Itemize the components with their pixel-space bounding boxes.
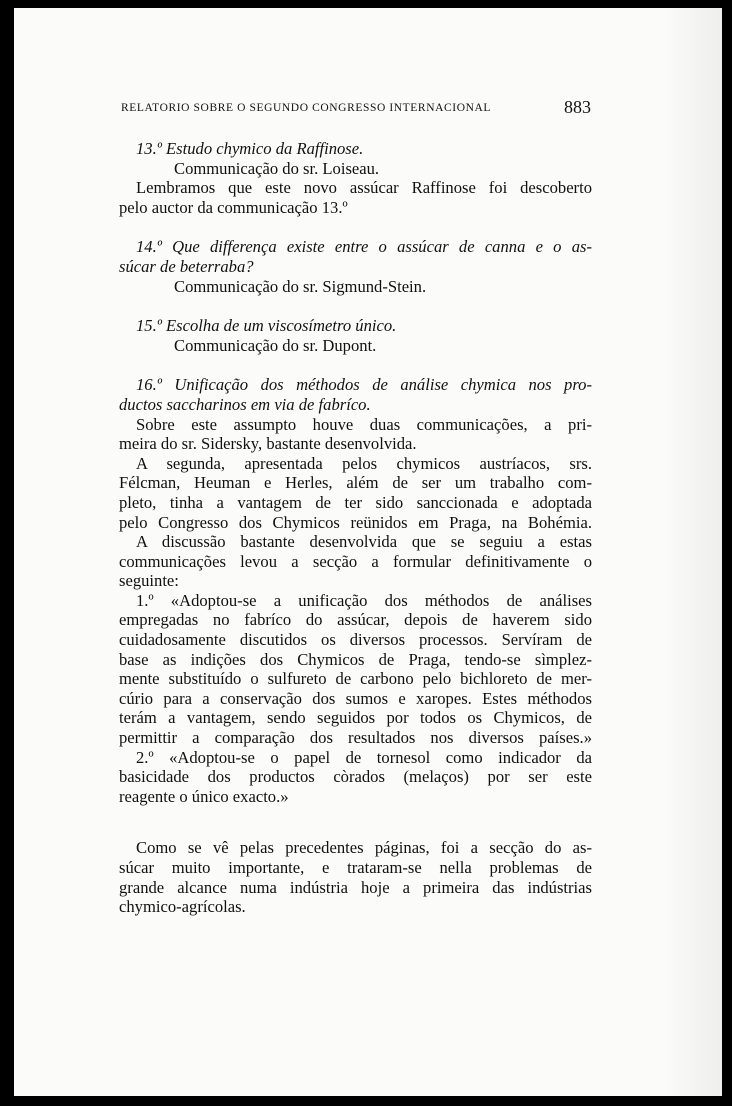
text-line: pelo auctor da communicação 13.º [119, 197, 348, 217]
text-line: súcar de beterraba? [119, 256, 254, 276]
text-line: Como se vê pelas precedentes páginas, foi a secção do as- [136, 838, 592, 858]
text-line: seguinte: [119, 571, 179, 591]
text-line: mente substituído o sulfureto de carbono pelo bichloreto de mer- [119, 669, 592, 689]
text-line: Communicação do sr. Dupont. [174, 335, 377, 355]
book-page [14, 8, 722, 1096]
text-line: 2.º «Adoptou-se o papel de tornesol como indicador da [136, 747, 592, 767]
text-line: cúrio para a conservação dos sumos e xaropes. Estes méthodos [119, 688, 592, 708]
text-line: 14.º Que differença existe entre o assúcar de canna e o as- [136, 237, 592, 257]
text-line: Communicação do sr. Loiseau. [174, 158, 380, 178]
text-line: cuidadosamente discutidos os diversos processos. Servíram de [119, 630, 592, 650]
text-line: grande alcance numa indústria hoje a primeira das indústrias [119, 877, 592, 897]
text-line: súcar muito importante, e trataram-se nella problemas de [119, 858, 592, 877]
text-line: Sobre este assumpto houve duas communicações, a pri- [136, 414, 592, 434]
text-line: empregadas no fabríco do assúcar, depois de haverem sido [119, 610, 592, 630]
text-line: A discussão bastante desenvolvida que se seguiu a estas [136, 532, 592, 552]
text-line: reagente o único exacto.» [119, 786, 289, 806]
text-line: Lembramos que este novo assúcar Raffinose foi descoberto [136, 178, 592, 198]
text-line: chymico-agrícolas. [119, 897, 246, 917]
running-title: RELATORIO SOBRE O SEGUNDO CONGRESSO INTERNACIONAL [121, 102, 492, 114]
text-line: meira do sr. Sidersky, bastante desenvolvida. [119, 434, 417, 454]
text-line: terám a vantagem, sendo seguidos por todos os Chymicos, de [119, 708, 592, 728]
text-line: communicações levou a secção a formular definitivamente o [119, 551, 592, 571]
text-line: 16.º Unificação dos méthodos de análise chymica nos pro- [136, 375, 592, 395]
text-line: Communicação do sr. Sigmund-Stein. [174, 276, 427, 296]
text-line: permittir a comparação dos resultados nos diversos países.» [119, 728, 592, 748]
text-line: base as indições dos Chymicos de Praga, tendo-se sìmplez- [119, 649, 592, 669]
text-line: basicidade dos productos còrados (melaços) por ser este [119, 767, 592, 787]
text-line: ductos saccharinos em via de fabríco. [119, 394, 371, 414]
body-text [119, 139, 592, 917]
text-line: pelo Congresso dos Chymicos reünidos em Praga, na Bohémia. [119, 512, 592, 532]
text-line: pleto, tinha a vantagem de ter sido sanccionada e adoptada [119, 492, 592, 512]
text-line: 1.º «Adoptou-se a unificação dos méthodos de análises [136, 590, 592, 610]
text-line: A segunda, apresentada pelos chymicos austríacos, srs. [136, 453, 592, 473]
text-line: 13.º Estudo chymico da Raffinose. [136, 139, 364, 158]
text-line: 15.º Escolha de um viscosímetro único. [136, 316, 397, 336]
page-number: 883 [564, 97, 591, 117]
text-line: Félcman, Heuman e Herles, além de ser um trabalho com- [119, 473, 592, 493]
